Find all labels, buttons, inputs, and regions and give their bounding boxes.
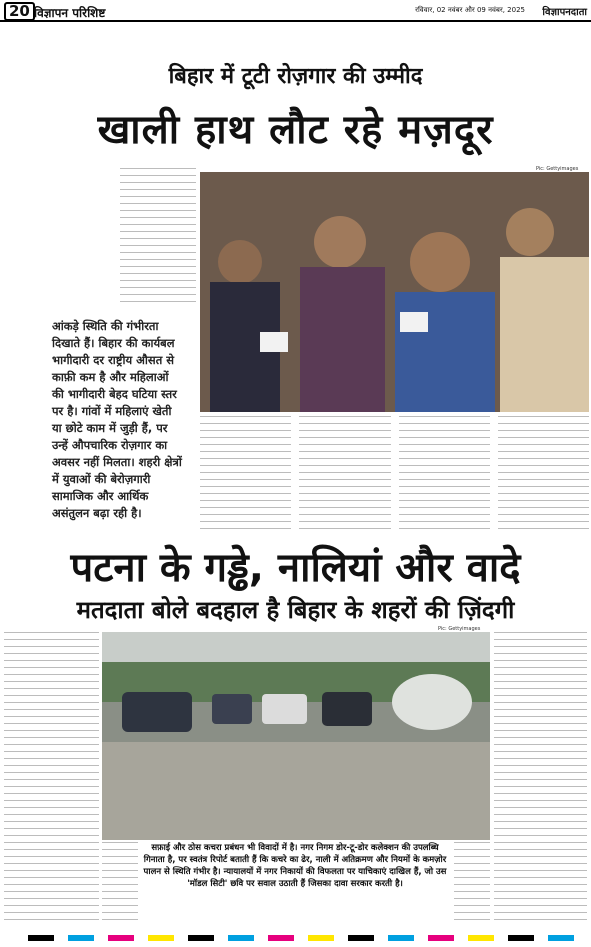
registration-mark [268,935,294,941]
registration-mark [28,935,54,941]
story1-pullquote: आंकड़े स्थिति की गंभीरता दिखाते हैं। बिहार की कार्यबल भागीदारी दर राष्ट्रीय औसत से काफ़ी कम है और महिलाओं की भागीदारी बेहद घटिया स्तर पर है। गांवों में महिलाएं खेती या छोटे काम में जुड़ी हैं, पर उन्हें औपचारिक रोज़गार का अवसर नहीं मिलता। शहरी क्षेत्रों में युवाओं की बेरोज़गारी सामाजिक और आर्थिक असंतुलन बढ़ा रही है। [52,319,182,520]
flooded-street-illustration [102,632,490,840]
registration-mark [148,935,174,941]
story2-subheadline: मतदाता बोले बदहाल है बिहार के शहरों की ज़िंदगी [76,596,515,624]
text-column [399,416,490,532]
publication-brand: विज्ञापनदाता [542,7,587,18]
registration-mark [508,935,534,941]
story2-text-column [454,842,490,922]
story1-photo-credit: Pic: Gettyimages [536,166,579,172]
registration-mark [348,935,374,941]
registration-mark [388,935,414,941]
registration-mark [228,935,254,941]
registration-mark [428,935,454,941]
story2-headline: पटना के गड्ढे, नालियां और वादे [70,545,521,591]
text-column [200,416,291,532]
story2-text-column [102,842,138,922]
story1-photo [200,172,589,412]
story1-lower-columns [200,416,589,532]
story2-photo-credit: Pic: Gettyimages [438,626,481,632]
registration-mark [548,935,574,941]
story1-body-column [120,168,196,308]
registration-mark [468,935,494,941]
color-registration-marks [0,935,591,945]
registration-mark [68,935,94,941]
story1-kicker: बिहार में टूटी रोज़गार की उम्मीद [168,64,423,89]
story1-headline: खाली हाथ लौट रहे मज़दूर [97,107,494,153]
page-header [0,0,591,22]
section-name: विज्ञापन परिशिष्ट [34,6,106,20]
issue-date: रविवार, 02 नवंबर और 09 नवंबर, 2025 [415,6,525,14]
story2-photo [102,632,490,840]
registration-mark [188,935,214,941]
text-column [299,416,390,532]
story2-left-column [4,632,99,922]
workers-photo-illustration [200,172,589,412]
story2-summary: सफ़ाई और ठोस कचरा प्रबंधन भी विवादों में है। नगर निगम डोर-टू-डोर कलेक्शन की उपलब्धि गिनाता है, पर स्वतंत्र रिपोर्ट बताती हैं कि कचरे का ढेर, नाली में अतिक्रमण और नियमों के कमज़ोर पालन से स्थिति गंभीर है। न्यायालयों में नगर निकायों की विफलता पर याचिकाएं दाखिल हैं, जो उस 'मॉडल सिटी' छवि पर सवाल उठाती हैं जिसका दावा सरकार करती है। [143,843,447,889]
registration-mark [308,935,334,941]
registration-mark [108,935,134,941]
page-number: 20 [4,2,35,21]
story2-right-column [494,632,587,922]
text-column [498,416,589,532]
